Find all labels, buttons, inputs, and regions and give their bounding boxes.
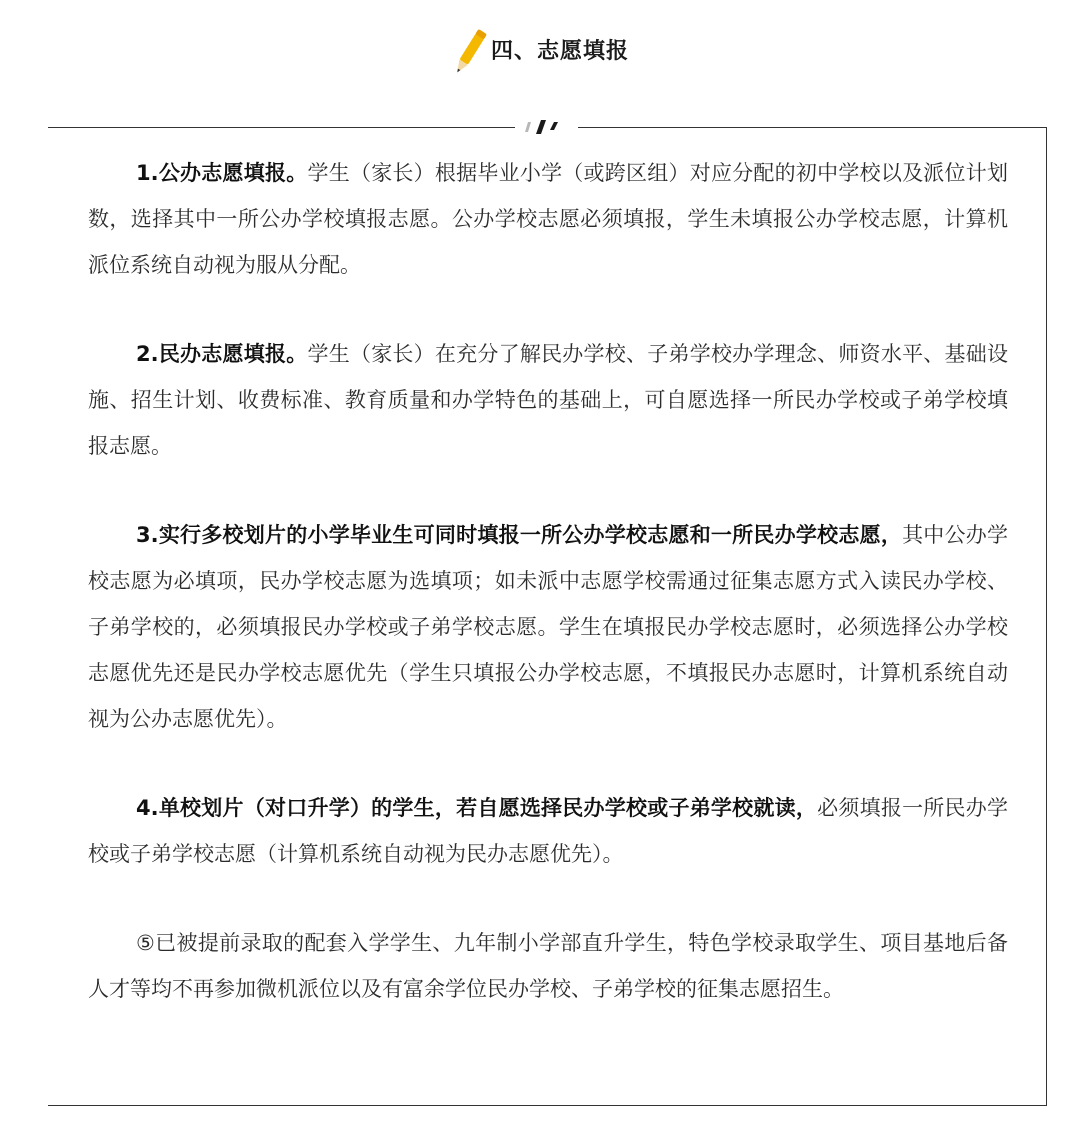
divider-left	[48, 127, 515, 128]
pencil-icon	[451, 24, 489, 80]
paragraph-text: 必须填报一所民办学校或子弟学校志愿（计算机系统自动视为民办志愿优先）。	[88, 796, 1009, 866]
paragraph-heading: 4.单校划片（对口升学）的学生，若自愿选择民办学校或子弟学校就读，	[136, 796, 818, 820]
paragraph-multi-school-zone	[88, 512, 1008, 742]
article-body	[88, 150, 1008, 1055]
paragraph-text: ⑤已被提前录取的配套入学学生、九年制小学部直升学生，特色学校录取学生、项目基地后备人才等均不再参加微机派位以及有富余学位民办学校、子弟学校的征集志愿招生。	[88, 931, 1008, 1001]
paragraph-heading: 1.公办志愿填报。	[136, 161, 308, 185]
paragraph-private-school	[88, 331, 1008, 469]
divider-right	[578, 127, 1046, 128]
paragraph-heading: 3.实行多校划片的小学毕业生可同时填报一所公办学校志愿和一所民办学校志愿，	[136, 523, 903, 547]
paragraph-text: 其中公办学校志愿为必填项，民办学校志愿为选填项；如未派中志愿学校需通过征集志愿方式入读民办学校、子弟学校的，必须填报民办学校或子弟学校志愿。学生在填报民办学校志愿时，必须选择公办学校志愿优先还是民办学校志愿优先（学生只填报公办学校志愿，不填报民办志愿时，计算机系统自动视为公办志愿优先）。	[88, 523, 1009, 731]
paragraph-single-school-zone	[88, 785, 1008, 877]
section-header	[0, 22, 1080, 82]
paragraph-text: 学生（家长）根据毕业小学（或跨区组）对应分配的初中学校以及派位计划数，选择其中一所公办学校填报志愿。公办学校志愿必须填报，学生未填报公办学校志愿，计算机派位系统自动视为服从分配。	[88, 161, 1009, 277]
paragraph-heading: 2.民办志愿填报。	[136, 342, 308, 366]
paragraph-text: 学生（家长）在充分了解民办学校、子弟学校办学理念、师资水平、基础设施、招生计划、收费标准、教育质量和办学特色的基础上，可自愿选择一所民办学校或子弟学校填报志愿。	[88, 342, 1009, 458]
paragraph-public-school	[88, 150, 1008, 288]
divider-slash-ornament	[519, 116, 565, 138]
paragraph-early-admission	[88, 920, 1008, 1012]
section-title: 四、志愿填报	[490, 38, 629, 64]
